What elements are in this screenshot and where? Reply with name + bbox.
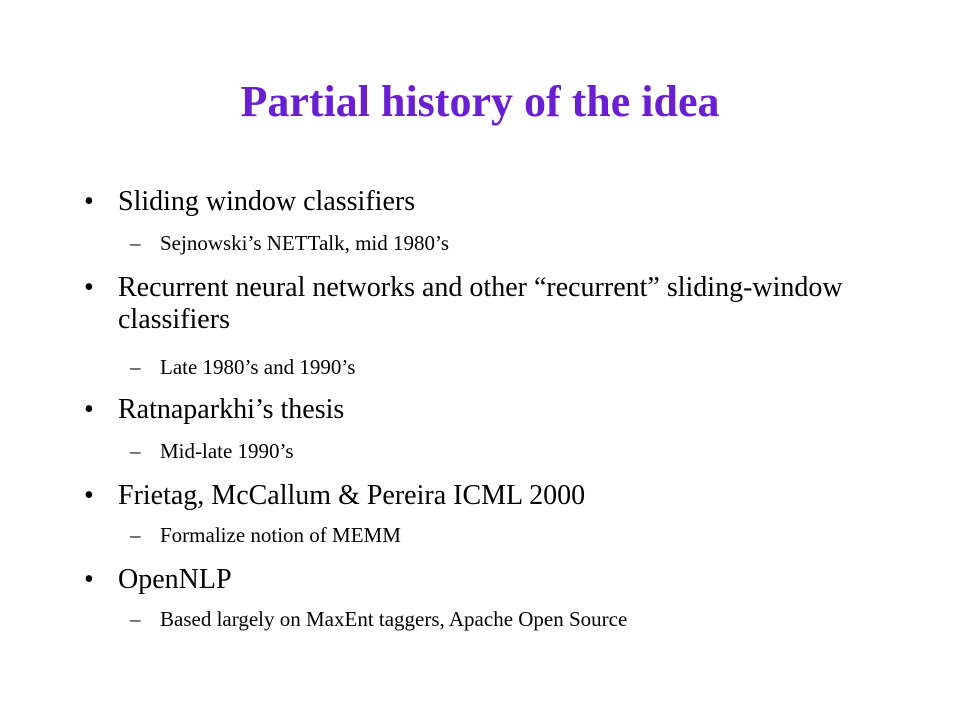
dash-glyph: – bbox=[130, 439, 141, 463]
dash-glyph: – bbox=[130, 355, 141, 379]
bullet-dot: • bbox=[84, 272, 94, 303]
sub-bullet-item bbox=[130, 230, 890, 256]
bullet-text: Ratnaparkhi’s thesis bbox=[118, 394, 345, 425]
sub-bullet-item bbox=[130, 354, 890, 380]
bullet-text: Sliding window classifiers bbox=[118, 186, 416, 217]
dash-glyph: – bbox=[130, 231, 141, 255]
sub-bullet-text: Formalize notion of MEMM bbox=[160, 523, 401, 547]
sub-bullet-text: Late 1980’s and 1990’s bbox=[160, 355, 356, 379]
bullet-item bbox=[84, 480, 864, 512]
bullet-item bbox=[84, 272, 864, 336]
sub-bullet-text: Mid-late 1990’s bbox=[160, 439, 294, 463]
sub-bullet-text: Based largely on MaxEnt taggers, Apache Open Source bbox=[160, 607, 628, 631]
bullet-dot: • bbox=[84, 564, 94, 595]
bullet-item bbox=[84, 394, 864, 426]
bullet-dot: • bbox=[84, 186, 94, 217]
dash-glyph: – bbox=[130, 607, 141, 631]
bullet-text: Frietag, McCallum & Pereira ICML 2000 bbox=[118, 480, 586, 511]
bullet-text: Recurrent neural networks and other “recurrent” sliding-window classifiers bbox=[118, 272, 843, 335]
sub-bullet-item bbox=[130, 522, 890, 548]
sub-bullet-item bbox=[130, 606, 890, 632]
sub-bullet-item bbox=[130, 438, 890, 464]
bullet-item bbox=[84, 564, 864, 596]
slide-title: Partial history of the idea bbox=[240, 77, 720, 126]
bullet-item bbox=[84, 186, 864, 218]
sub-bullet-text: Sejnowski’s NETTalk, mid 1980’s bbox=[160, 231, 450, 255]
bullet-dot: • bbox=[84, 480, 94, 511]
bullet-dot: • bbox=[84, 394, 94, 425]
dash-glyph: – bbox=[130, 523, 141, 547]
bullet-text: OpenNLP bbox=[118, 564, 232, 595]
